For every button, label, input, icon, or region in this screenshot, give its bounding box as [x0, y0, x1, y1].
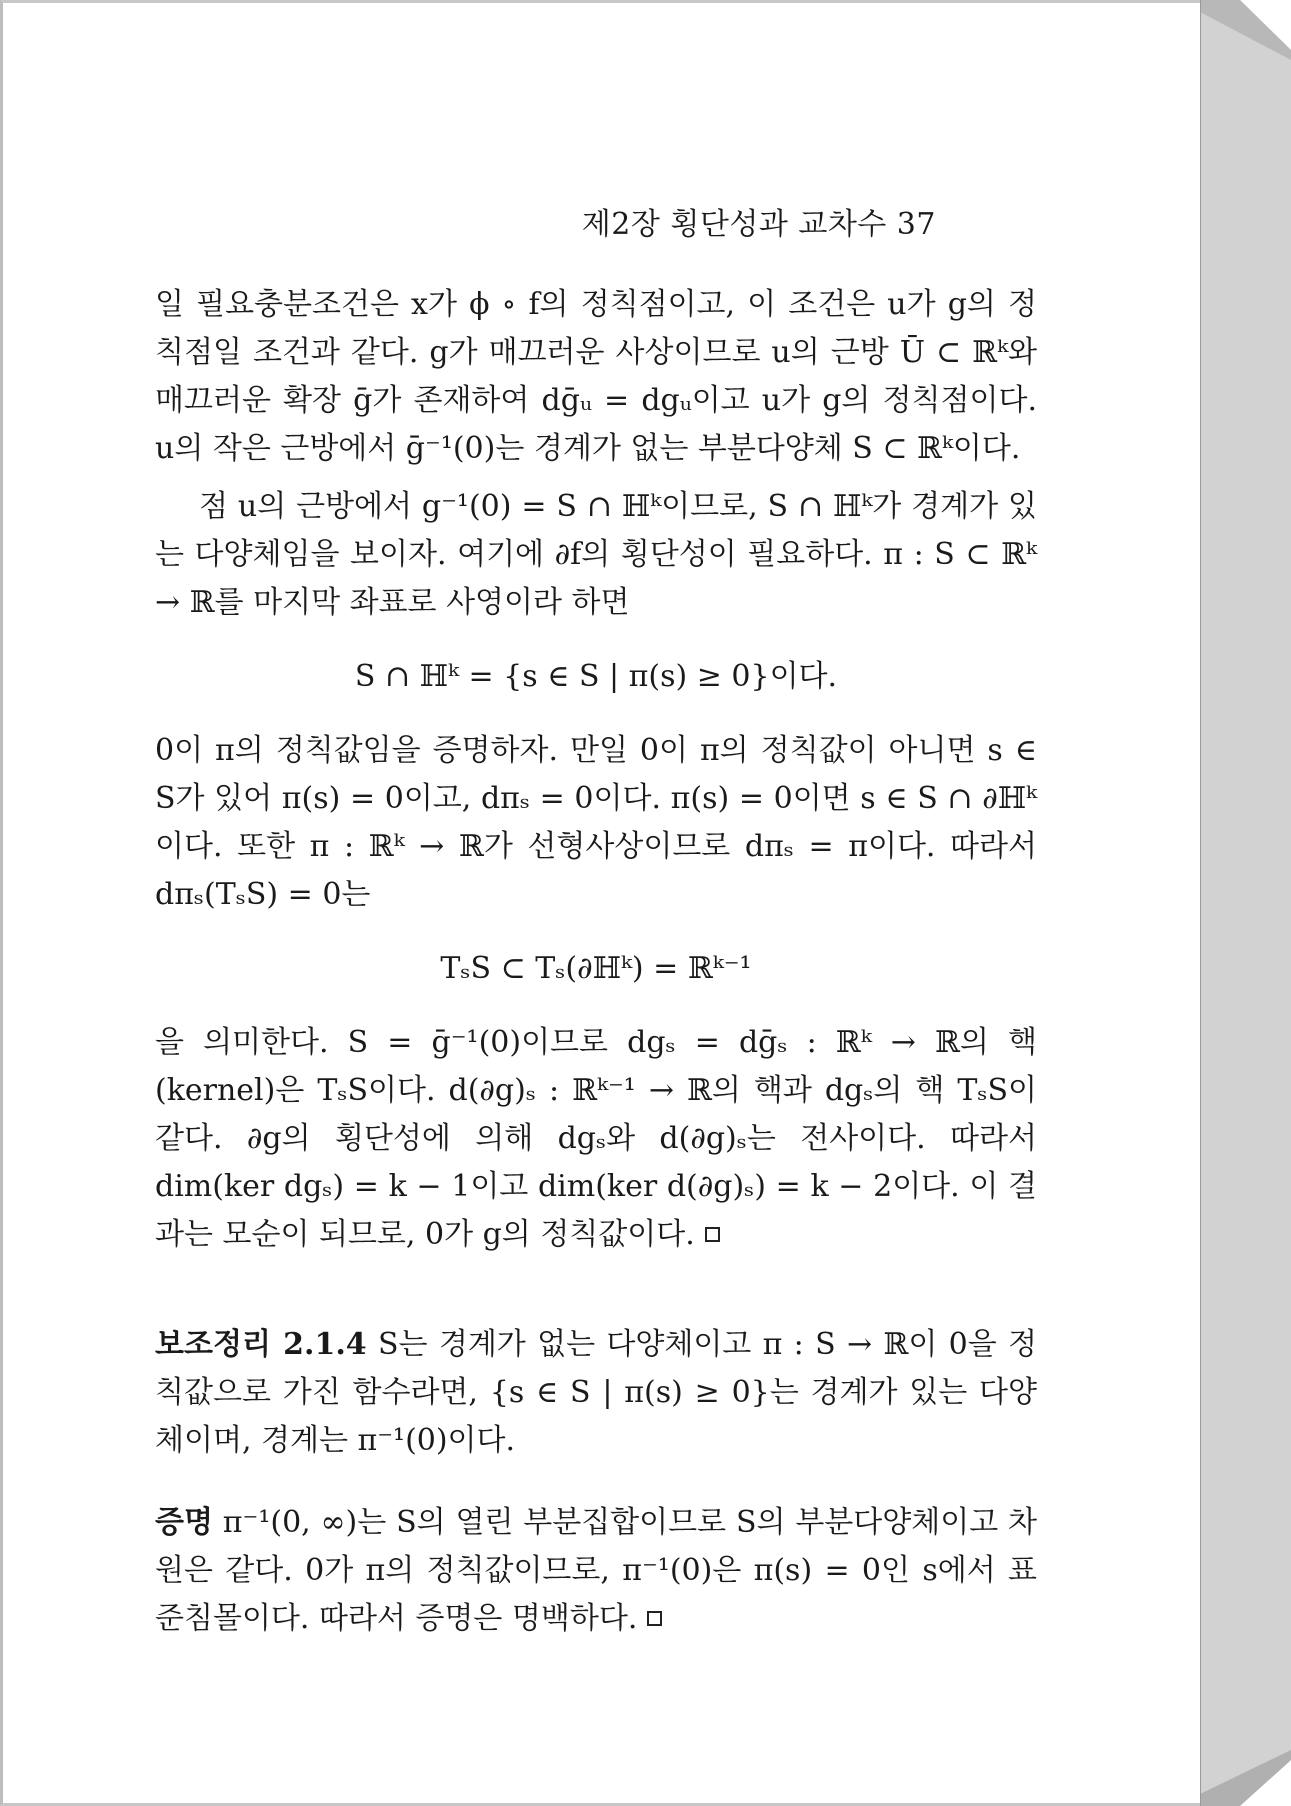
paragraph-3: 0이 π의 정칙값임을 증명하자. 만일 0이 π의 정칙값이 아니면 s ∈ S가 있어 π(s) = 0이고, dπₛ = 0이다. π(s) = 0이면 s ∈ S ∩ ∂ℍᵏ이다. 또한 π : ℝᵏ → ℝ가 선형사상이므로 dπₛ = π이다. 따라서 dπₛ(TₛS) = 0는: [155, 733, 1037, 912]
page-body: [155, 281, 1037, 1643]
equation-1: S ∩ ℍᵏ = {s ∈ S | π(s) ≥ 0}이다.: [354, 659, 838, 694]
proof-text: π⁻¹(0, ∞)는 S의 열린 부분집합이므로 S의 부분다양체이고 차원은 같다. 0가 π의 정칙값이므로, π⁻¹(0)은 π(s) = 0인 s에서 표준침몰이다. 따라서 증명은 명백하다.: [155, 1505, 1037, 1636]
paragraph-4: [155, 1019, 1037, 1259]
lemma-block: [155, 1321, 1037, 1465]
proof-label: 증명: [155, 1505, 213, 1540]
proof-block: [155, 1499, 1037, 1643]
running-header: 제2장 횡단성과 교차수 37: [581, 207, 936, 242]
paragraph-2: 점 u의 근방에서 g⁻¹(0) = S ∩ ℍᵏ이므로, S ∩ ℍᵏ가 경계가 있는 다양체임을 보이자. 여기에 ∂f의 횡단성이 필요하다. π : S ⊂ ℝᵏ → ℝ를 마지막 좌표로 사영이라 하면: [155, 489, 1037, 620]
paragraph-4-text: 을 의미한다. S = ḡ⁻¹(0)이므로 dgₛ = dḡₛ : ℝᵏ → ℝ의 핵(kernel)은 TₛS이다. d(∂g)ₛ : ℝᵏ⁻¹ → ℝ의 핵과 dgₛ의 핵 TₛS이 같다. ∂g의 횡단성에 의해 dgₛ와 d(∂g)ₛ는 전사이다. 따라서 dim(ker dgₛ) = k − 1이고 dim(ker d(∂g)ₛ) = k − 2이다. 이 결과는 모순이 되므로, 0가 g의 정칙값이다.: [155, 1025, 1037, 1252]
book-spine-shading: [1200, 0, 1291, 1806]
lemma-text: S는 경계가 없는 다양체이고 π : S → ℝ이 0을 정칙값으로 가진 함수라면, {s ∈ S | π(s) ≥ 0}는 경계가 있는 다양체이며, 경계는 π⁻¹(0)이다.: [155, 1327, 1038, 1458]
equation-2: TₛS ⊂ Tₛ(∂ℍᵏ) = ℝᵏ⁻¹: [440, 951, 752, 986]
lemma-label: 보조정리 2.1.4: [155, 1327, 367, 1362]
qed-icon: [647, 1611, 662, 1626]
paragraph-1: 일 필요충분조건은 x가 ϕ ∘ f의 정칙점이고, 이 조건은 u가 g의 정칙점일 조건과 같다. g가 매끄러운 사상이므로 u의 근방 Ū ⊂ ℝᵏ와 매끄러운 확장 ḡ가 존재하여 dḡᵤ = dgᵤ이고 u가 g의 정칙점이다. u의 작은 근방에서 ḡ⁻¹(0)는 경계가 없는 부분다양체 S ⊂ ℝᵏ이다.: [155, 287, 1037, 466]
qed-icon: [705, 1227, 720, 1242]
